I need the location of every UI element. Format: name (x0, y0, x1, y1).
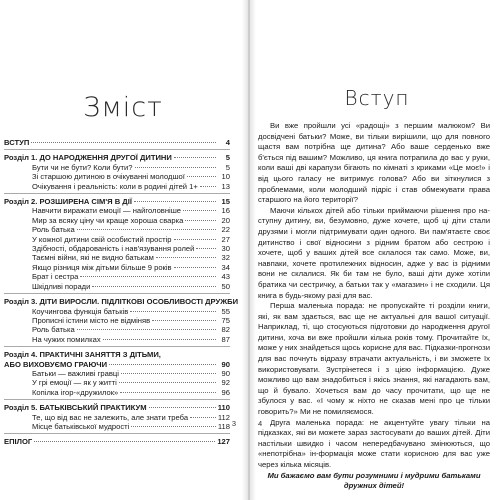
toc-leader-dots (135, 167, 217, 168)
toc-leader-dots (187, 176, 216, 177)
toc-page-number: 96 (221, 387, 230, 397)
toc-leader-dots (183, 210, 216, 211)
toc-entry-title: Розділ 5. БАТЬКІВСЬКИЙ ПРАКТИКУМ (4, 403, 147, 413)
toc-page-number: 10 (221, 172, 230, 182)
toc-entry-title: Шкідливі поради (32, 281, 91, 291)
toc-divider (4, 399, 230, 400)
intro-paragraph: Друга маленька порада: не акцентуйте увагу тільки на підказках, які ви можете зараз застосувати до ваших дітей. Діти настільки швидко і часом непередбачувано змінюються, що «непотрібна» ін-формація може стати корисною для вас уже через кілька місяців. (258, 417, 490, 469)
toc-page-number: 4 (225, 138, 230, 147)
toc-page-number: 13 (221, 181, 230, 191)
toc-leader-dots (120, 392, 216, 393)
toc-leader-dots (196, 248, 216, 249)
toc-entry-title: Роль батька (32, 325, 75, 335)
page-number-left: 3 (231, 419, 236, 428)
toc-chapter-entry (4, 138, 230, 147)
toc-section-entry (4, 316, 230, 325)
toc-chapter-entry (4, 197, 230, 206)
toc-page-number: 92 (221, 378, 230, 388)
toc-section-entry (4, 378, 230, 387)
toc-page-number: 30 (221, 244, 230, 254)
toc-section-entry (4, 325, 230, 334)
toc-leader-dots (152, 320, 216, 321)
toc-entry-title: Розділ 2. РОЗШИРЕНА СІМ'Я В ДІЇ (4, 197, 132, 207)
toc-chapter-title: Розділ 4. ПРАКТИЧНІ ЗАНЯТТЯ З ДІТЬМИ, (4, 350, 161, 360)
toc-leader-dots (119, 382, 216, 383)
toc-entry-title: Батьки — важливі гравці (32, 368, 119, 378)
toc-section-entry (4, 253, 230, 262)
toc-section-entry (4, 272, 230, 281)
toc-entry-title: Розділ 3. ДІТИ ВИРОСЛИ. ПІДЛІТКОВІ ОСОБЛИВОСТІ ДРУЖБИ (4, 297, 239, 307)
toc-entry-title: АБО ВИХОВУЄМО ГРАЮЧИ (4, 359, 108, 369)
toc-leader-dots (200, 186, 216, 187)
toc-chapter-entry (4, 360, 230, 369)
intro-paragraph: Ви вже пройшли усі «радощі» з першим малюком? Ви досвідчені батьки? Може, ви тільки вирішили, що для повного щастя вам потрібна ще дитина? Або ваше серденько вже б'ється під вашим? Можливо, ця книга потрапила до вас у руки, коли ваші дві карапузи бігають по кімнаті з криками «Це моє!» і від цього галасу не витримує голова? Або ви зіткнулися з проблемами, коли молодший підріс і став обмежувати права старшого на його території? (258, 121, 490, 205)
toc-entry-title: Якщо різниця між дітьми більше 9 років (32, 262, 172, 272)
toc-page-number: 118 (217, 421, 230, 431)
toc-chapter-entry (4, 437, 230, 446)
toc-entry-title: Очікування і реальність: коли в родині дітей 1+ (32, 181, 198, 191)
toc-page-number: 16 (221, 206, 230, 216)
toc-section-entry (4, 244, 230, 253)
toc-chapter-entry (4, 297, 239, 307)
toc-entry-title: Місце батьківської мудрості (32, 421, 130, 431)
toc-leader-dots (109, 364, 216, 365)
toc-entry-title: Мир за всяку ціну чи краще хороша сварка (32, 215, 184, 225)
toc-entry-title: Розділ 1. ДО НАРОДЖЕННЯ ДРУГОЇ ДИТИНИ (4, 153, 172, 163)
toc-leader-dots (77, 329, 216, 330)
toc-entry-title: У кожної дитини свій особистий простір (32, 234, 172, 244)
toc-entry-title: У грі емоції — як у житті (32, 378, 117, 388)
toc-page-number: 32 (221, 253, 230, 263)
toc-divider (4, 149, 230, 150)
toc-leader-dots (34, 441, 215, 442)
toc-leader-dots (92, 286, 216, 287)
table-of-contents (4, 138, 239, 447)
intro-heading: Вступ (344, 86, 410, 110)
toc-leader-dots (103, 339, 216, 340)
toc-page-number: 34 (221, 262, 230, 272)
toc-divider (4, 293, 230, 294)
toc-page-number: 20 (221, 215, 230, 225)
toc-entry-title: Таємні війни, які не видно батькам (32, 253, 154, 263)
toc-entry-title: Зі старшою дитиною в очікуванні молодшої (32, 172, 185, 182)
toc-section-entry (4, 369, 230, 378)
toc-entry-title: Здібності, обдарованість і нав'язування ролей (32, 244, 195, 254)
toc-page-number: 90 (221, 359, 230, 369)
toc-entry-title: Прописні істини місто не відміняв (32, 315, 151, 325)
toc-chapter-entry (4, 153, 230, 162)
toc-section-entry (4, 206, 230, 215)
toc-leader-dots (121, 373, 216, 374)
toc-page-number: 27 (221, 234, 230, 244)
toc-leader-dots (130, 311, 216, 312)
toc-divider (4, 433, 230, 434)
toc-leader-dots (185, 220, 216, 221)
toc-entry-title: На чужих помилках (32, 334, 101, 344)
toc-page-number: 43 (221, 272, 230, 282)
toc-section-entry (4, 163, 230, 172)
toc-leader-dots (31, 142, 216, 143)
toc-entry-title: Бути чи не бути? Коли бути? (32, 162, 133, 172)
toc-page-number: 55 (221, 306, 230, 316)
toc-section-entry (4, 335, 230, 344)
toc-leader-dots (156, 257, 216, 258)
toc-page-number: 112 (217, 412, 230, 422)
right-page (254, 0, 500, 500)
toc-page-number: 50 (221, 281, 230, 291)
toc-section-entry (4, 263, 230, 272)
toc-leader-dots (131, 426, 216, 427)
toc-section-entry (4, 413, 230, 422)
toc-entry-title: Коучингова функція батьків (32, 306, 129, 316)
toc-entry-title: Брат і сестра (32, 272, 79, 282)
contents-heading: Зміст (83, 92, 163, 123)
toc-entry-title: Копілка ігор-«дружилок» (32, 387, 119, 397)
toc-section-entry (4, 307, 230, 316)
toc-leader-dots (174, 267, 216, 268)
intro-paragraph: Перша маленька порада: не пропускайте ті розділи книги, які, як вам здається, вас ще не актуальні для вашої ситуації. Наприклад, ті, що стосуються підготовки до народження другої дитини, хоча ви вже пройшли кілька років тому. Прочитайте їх, може у них знайдеться щось корисне для вас. Підказки-прогнози для вас почнуть відразу втрачати актуальність, і ви зможете їх використовувати. Зустрінетеся і з цією інформацією. Дуже можливо що вам знадобиться і якісь знання, які нагадають вам, що й бувало. Хочеться вам до часу прочитати, що ще не збулося у вас. «І чому ж ніхто не сказав мені про це тільки говорить?» Ми не помиляємося. (258, 301, 490, 417)
toc-section-entry (4, 182, 230, 191)
toc-leader-dots (134, 201, 216, 202)
toc-page-number: 15 (221, 197, 230, 207)
toc-page-number: 75 (221, 315, 230, 325)
left-page (0, 0, 246, 500)
toc-section-entry (4, 225, 230, 234)
toc-entry-title: Роль батька (32, 225, 75, 235)
toc-entry-title: Те, що від вас не залежить, але знати треба (32, 412, 189, 422)
toc-leader-dots (174, 239, 216, 240)
toc-chapter-entry (4, 403, 230, 412)
toc-leader-dots (149, 407, 216, 408)
toc-divider (4, 193, 230, 194)
toc-page-number: 5 (225, 153, 230, 163)
intro-paragraph: Маючи кількох дітей або тільки приймаючи рішення про на-ступну дитину, ви, безумовно, дуже хочете, щоб ці діти стали друзями і могли підтримувати один одного. Ви пам'ятаєте своє дитинство і свої відносини з рідним братом або сестрою і хочете, щоб у ваших дітей все склалося так само. Може, ви, навпаки, хочете протилежних відносин, адже у вас із рідними вони не склалися. Як би там не було, ваші діти дуже хотіли братика чи сестричку, а батьки так у «магазин» і не сходили. Ця книга в будь-якому разі для вас. (258, 205, 490, 300)
toc-page-number: 5 (225, 162, 230, 172)
toc-page-number: 110 (217, 403, 230, 413)
toc-section-entry (4, 172, 230, 181)
toc-entry-title: ЕПІЛОГ (4, 437, 33, 447)
toc-page-number: 22 (221, 225, 230, 235)
toc-page-number: 82 (221, 325, 230, 335)
toc-leader-dots (77, 229, 216, 230)
toc-section-entry (4, 388, 230, 397)
toc-page-number: 127 (217, 437, 230, 447)
toc-leader-dots (80, 276, 216, 277)
toc-divider (4, 346, 230, 347)
toc-entry-title: ВСТУП (4, 138, 30, 147)
toc-leader-dots (174, 157, 216, 158)
toc-section-entry (4, 422, 230, 431)
toc-section-entry (4, 282, 230, 291)
toc-section-entry (4, 235, 230, 244)
toc-section-entry (4, 216, 230, 225)
toc-leader-dots (190, 417, 216, 418)
intro-closing: Ми бажаємо вам бути розумними і мудрими батьками дружних дітей! (267, 470, 481, 491)
intro-text (258, 121, 490, 492)
toc-entry-title: Навчити виражати емоції — найголовніше (32, 206, 182, 216)
page-number-right: 4 (258, 419, 263, 428)
toc-page-number: 87 (221, 334, 230, 344)
toc-page-number: 90 (221, 368, 230, 378)
